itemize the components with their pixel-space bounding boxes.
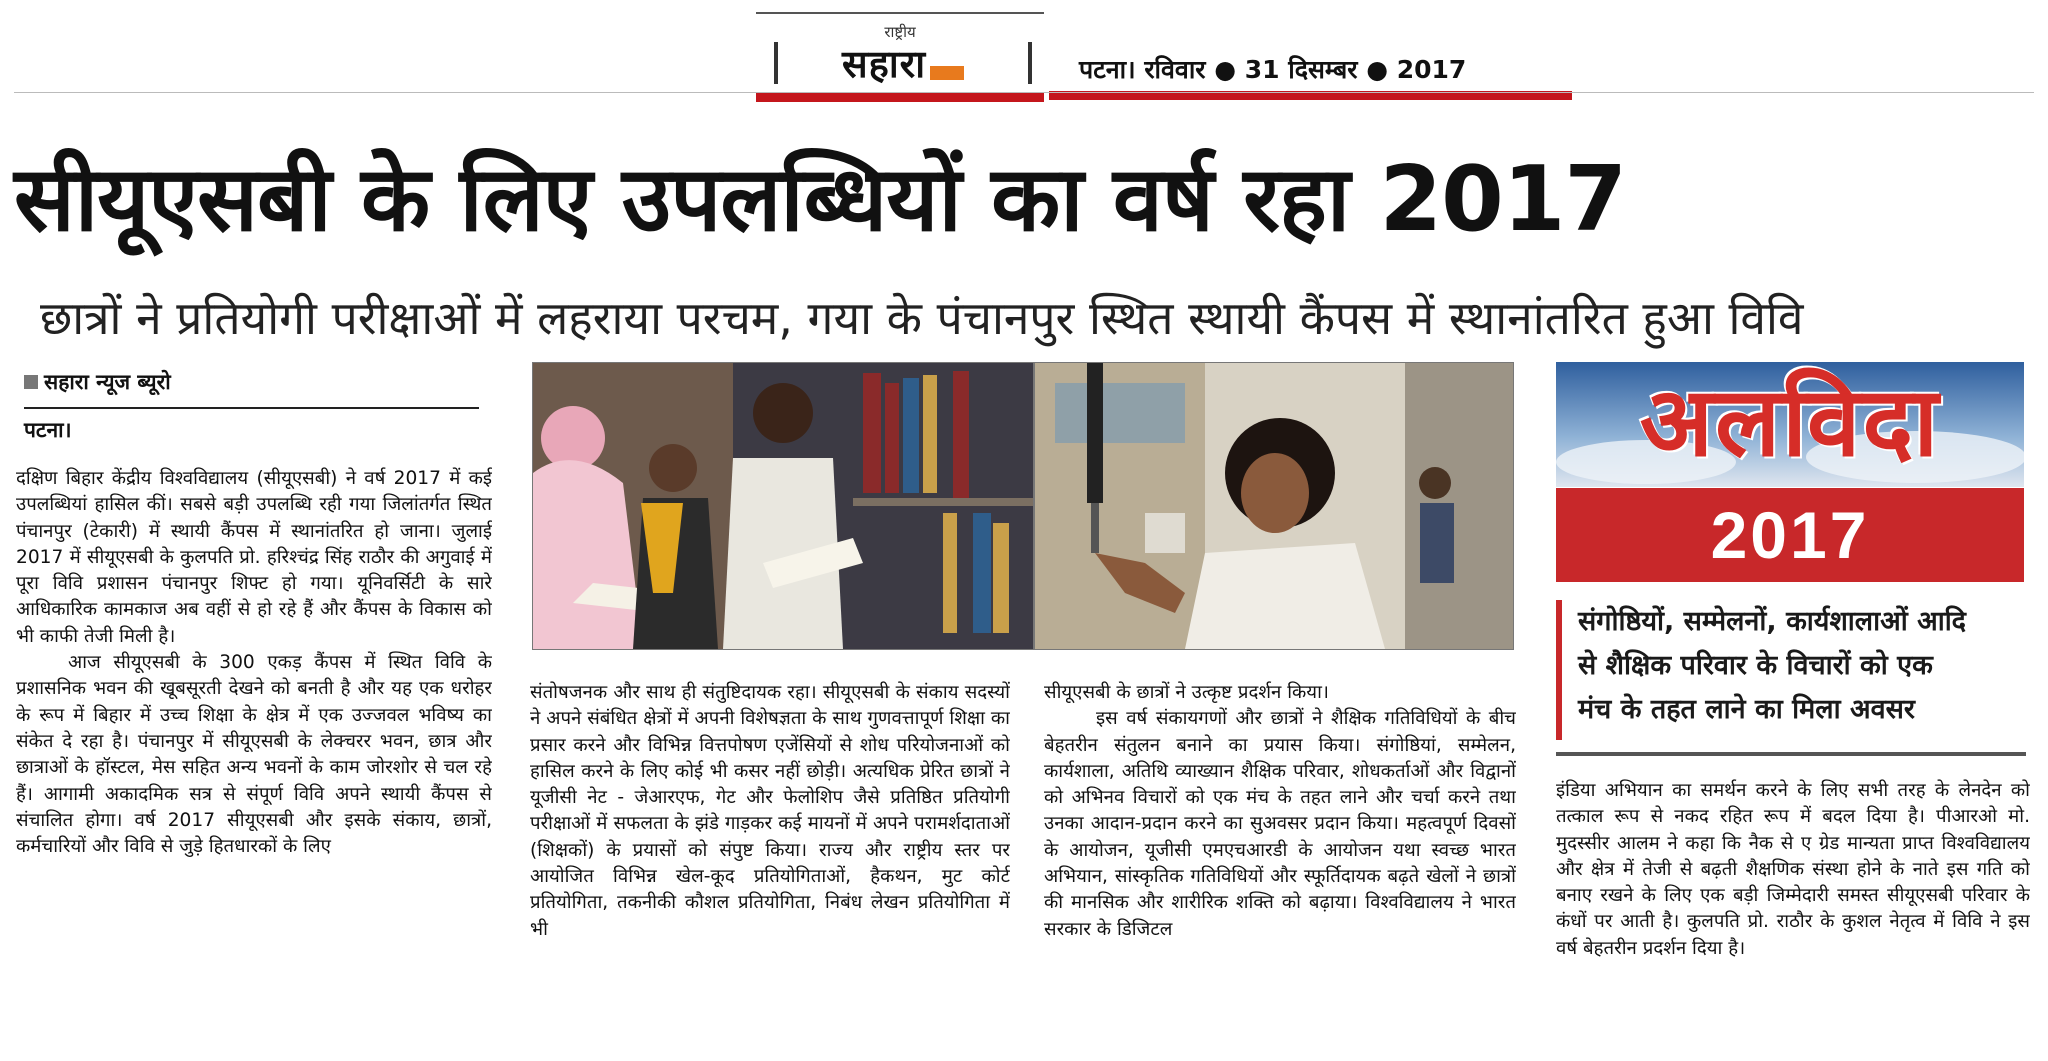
column-1-paragraph-1: दक्षिण बिहार केंद्रीय विश्वविद्यालय (सीयूएसबी) ने वर्ष 2017 में कई उपलब्धियां हासिल कीं। सबसे बड़ी उपलब्धि रही गया जिलांतर्गत स्थित पंचानपुर (टेकारी) में स्थायी कैंपस में स्थानांतरित हो जाना। जुलाई 2017 में सीयूएसबी के कुलपति प्रो. हरिश्चंद्र सिंह राठौर की अगुवाई में पूरा विवि प्रशासन पंचानपुर शिफ्ट हो गया। यूनिवर्सिटी के सारे आधिकारिक कामकाज अब वहीं से हो रहे हैं और कैंपस के विकास को भी काफी तेजी मिली है। (16, 468, 492, 647)
byline-text: सहारा न्यूज ब्यूरो (44, 370, 171, 394)
masthead-date-block (1049, 12, 1572, 100)
headline: सीयूएसबी के लिए उपलब्धियों का वर्ष रहा 2017 (14, 147, 1626, 252)
city-dateline: पटना। (24, 418, 72, 442)
logo-brand: सहारा (841, 42, 927, 86)
column-3-paragraph-2: इस वर्ष संकायगणों और छात्रों ने शैक्षिक गतिविधियों के बीच बेहतरीन संतुलन बनाने का प्रयास किया। संगोष्ठियां, सम्मेलन, कार्यशाला, अतिथि व्याख्यान शैक्षिक परिवार, शोधकर्ताओं और विद्वानों को अभिनव विचारों को एक मंच के तहत लाने और चर्चा करने तथा उनका आदान-प्रदान करने का सुअवसर प्रदान किया। महत्वपूर्ण दिवसों के आयोजन, यूजीसी एमएचआरडी के आयोजन यथा स्वच्छ भारत अभियान, सांस्कृतिक गतिविधियों और स्फूर्तिदायक बढ़ते खेलों ने छात्रों की मानसिक और शारीरिक शक्ति को बढ़ाया। विश्वविद्यालय ने भारत सरकार के डिजिटल (1044, 708, 1516, 940)
library-photo-image (533, 363, 1033, 649)
article-column-3 (1044, 680, 1516, 1060)
pull-quote-line-3: मंच के तहत लाने का मिला अवसर (1578, 694, 1915, 725)
article-column-4 (1556, 778, 2030, 1058)
article-column-1 (16, 466, 492, 1056)
pull-quote-rule (1556, 752, 2026, 756)
pull-quote-line-2: से शैक्षिक परिवार के विचारों को एक (1578, 650, 1933, 681)
newspaper-logo (756, 12, 1044, 102)
laboratory-photo (1034, 362, 1514, 650)
column-4-paragraph: इंडिया अभियान का समर्थन करने के लिए सभी तरह के लेनदेन को तत्काल रूप से नकद रहित रूप में बदल दिया है। पीआरओ मो. मुदस्सीर आलम ने कहा कि नैक से ए ग्रेड मान्यता प्राप्त विश्वविद्यालय और क्षेत्र में तेजी से बढ़ती शैक्षणिक संस्था होने के नाते इस गति को बनाए रखने के लिए एक बड़ी जिम्मेदारी समस्त सीयूएसबी परिवार के कंधों पर आती है। कुलपति प्रो. राठौर के कुशल नेतृत्व में विवि ने इस वर्ष बेहतरीन प्रदर्शन दिया है। (1556, 780, 2030, 959)
byline-rule (24, 407, 479, 409)
logo-small-title: राष्ट्रीय (884, 23, 916, 41)
top-rule (14, 92, 2034, 93)
pull-quote (1556, 600, 2030, 740)
byline-square-icon (24, 375, 38, 389)
column-2-paragraph: संतोषजनक और साथ ही संतुष्टिदायक रहा। सीयूएसबी के संकाय सदस्यों ने अपने संबंधित क्षेत्रों में अपनी विशेषज्ञता के साथ गुणवत्तापूर्ण शिक्षा का प्रसार करने और विभिन्न वित्तपोषण एजेंसियों से शोध परियोजनाओं को हासिल करने के लिए कोई भी कसर नहीं छोड़ी। अत्यधिक प्रेरित छात्रों ने यूजीसी नेट - जेआरएफ, गेट और फेलोशिप जैसे प्रतिष्ठित प्रतियोगी परीक्षाओं में सफलता के झंडे गाड़कर कई मायनों में अपने परामर्शदाताओं (शिक्षकों) के प्रयासों को संपुष्ट किया। राज्य और राष्ट्रीय स्तर पर आयोजित विभिन्न खेल-कूद प्रतियोगिताओं, हैकथन, मुट कोर्ट प्रतियोगिता, तकनीकी कौशल प्रतियोगिता, निबंध लेखन प्रतियोगिता में भी (530, 682, 1010, 940)
article-column-2 (530, 680, 1010, 1060)
laboratory-photo-image (1035, 363, 1513, 649)
masthead-red-bar (756, 93, 1044, 102)
alvida-title: अलविदा (1639, 365, 1941, 478)
library-photo (532, 362, 1034, 650)
alvida-banner (1556, 362, 2024, 487)
column-3-paragraph-1: सीयूएसबी के छात्रों ने उत्कृष्ट प्रदर्शन किया। (1044, 682, 1329, 703)
saffron-flag-icon (930, 66, 964, 80)
year-badge: 2017 (1556, 488, 2024, 582)
masthead (756, 12, 1572, 100)
pull-quote-line-1: संगोष्ठियों, सम्मेलनों, कार्यशालाओं आदि (1578, 606, 1967, 637)
column-1-paragraph-2: आज सीयूएसबी के 300 एकड़ कैंपस में स्थित विवि के प्रशासनिक भवन की खूबसूरती देखने को बनती है और यह एक धरोहर के रूप में बिहार में उच्च शिक्षा के क्षेत्र में एक उज्जवल भविष्य का संकेत दे रहा है। पंचानपुर में सीयूएसबी के लेक्चरर भवन, छात्र और छात्राओं के हॉस्टल, मेस सहित अन्य भवनों के काम जोरशोर से चल रहे हैं। आगामी अकादमिक सत्र से संपूर्ण विवि अपने स्थायी कैंपस से संचालित होगा। वर्ष 2017 सीयूएसबी और इसके संकाय, छात्रों, कर्मचारियों और विवि से जुड़े हितधारकों के लिए (16, 652, 492, 858)
dateline: पटना। रविवार ● 31 दिसम्बर ● 2017 (1079, 55, 1467, 84)
subheadline: छात्रों ने प्रतियोगी परीक्षाओं में लहराया परचम, गया के पंचानपुर स्थित स्थायी कैंपस में स्थानांतरित हुआ विवि (40, 291, 1804, 345)
byline (24, 368, 484, 396)
